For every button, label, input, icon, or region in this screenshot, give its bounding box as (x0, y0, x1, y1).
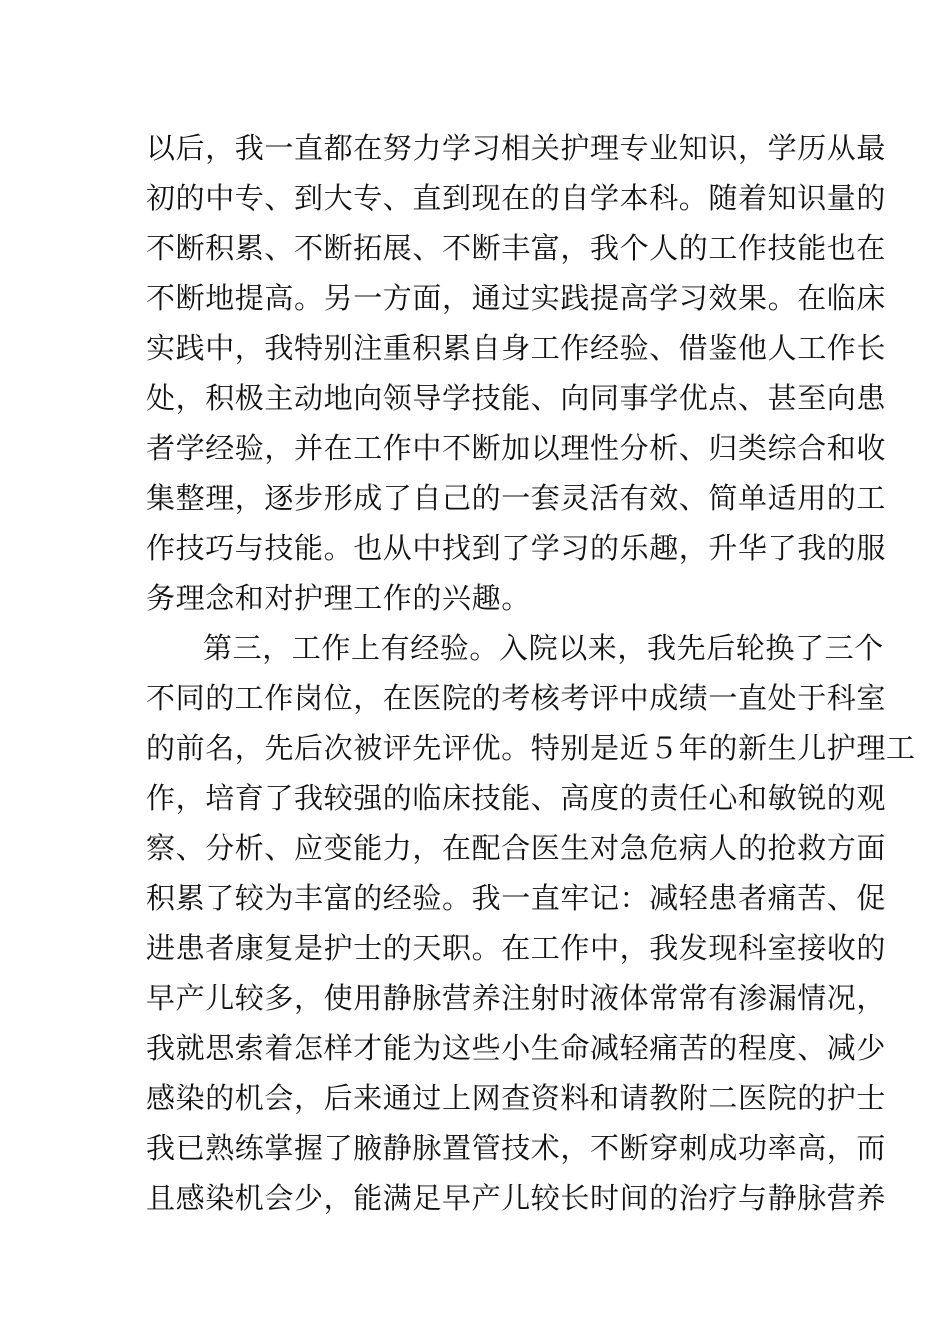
text-line: 不断积累、不断拓展、不断丰富，我个人的工作技能也在 (146, 231, 887, 265)
text-line: 察、分析、应变能力，在配合医生对急危病人的抢救方面 (146, 831, 887, 865)
text-line: 以后，我一直都在努力学习相关护理专业知识，学历从最 (146, 131, 887, 165)
text-line: 且感染机会少，能满足早产儿较长时间的治疗与静脉营养 (146, 1181, 887, 1215)
text-line: 务理念和对护理工作的兴趣。 (146, 581, 531, 615)
text-line: 我已熟练掌握了腋静脉置管技术，不断穿刺成功率高，而 (146, 1131, 887, 1165)
text-line: 集整理，逐步形成了自己的一套灵活有效、简单适用的工 (146, 481, 887, 515)
paragraph-first-line: 第三，工作上有经验。入院以来，我先后轮换了三个 (203, 631, 884, 665)
text-line: 不同的工作岗位，在医院的考核考评中成绩一直处于科室 (146, 681, 887, 715)
text-line: 实践中，我特别注重积累自身工作经验、借鉴他人工作长 (146, 331, 887, 365)
text-line: 的前名，先后次被评先评优。特别是近５年的新生儿护理工 (146, 731, 916, 765)
text-line: 积累了较为丰富的经验。我一直牢记：减轻患者痛苦、促 (146, 881, 887, 915)
text-line: 初的中专、到大专、直到现在的自学本科。随着知识量的 (146, 181, 887, 215)
text-line: 作技巧与技能。也从中找到了学习的乐趣，升华了我的服 (146, 531, 887, 565)
text-line: 处，积极主动地向领导学技能、向同事学优点、甚至向患 (146, 381, 887, 415)
text-line: 者学经验，并在工作中不断加以理性分析、归类综合和收 (146, 431, 887, 465)
text-line: 进患者康复是护士的天职。在工作中，我发现科室接收的 (146, 931, 887, 965)
text-line: 我就思索着怎样才能为这些小生命减轻痛苦的程度、减少 (146, 1031, 887, 1065)
text-line: 不断地提高。另一方面，通过实践提高学习效果。在临床 (146, 281, 887, 315)
text-line: 感染的机会，后来通过上网查资料和请教附二医院的护士 (146, 1081, 887, 1115)
text-line: 早产儿较多，使用静脉营养注射时液体常常有渗漏情况， (146, 981, 887, 1015)
text-line: 作，培育了我较强的临床技能、高度的责任心和敏锐的观 (146, 781, 887, 815)
